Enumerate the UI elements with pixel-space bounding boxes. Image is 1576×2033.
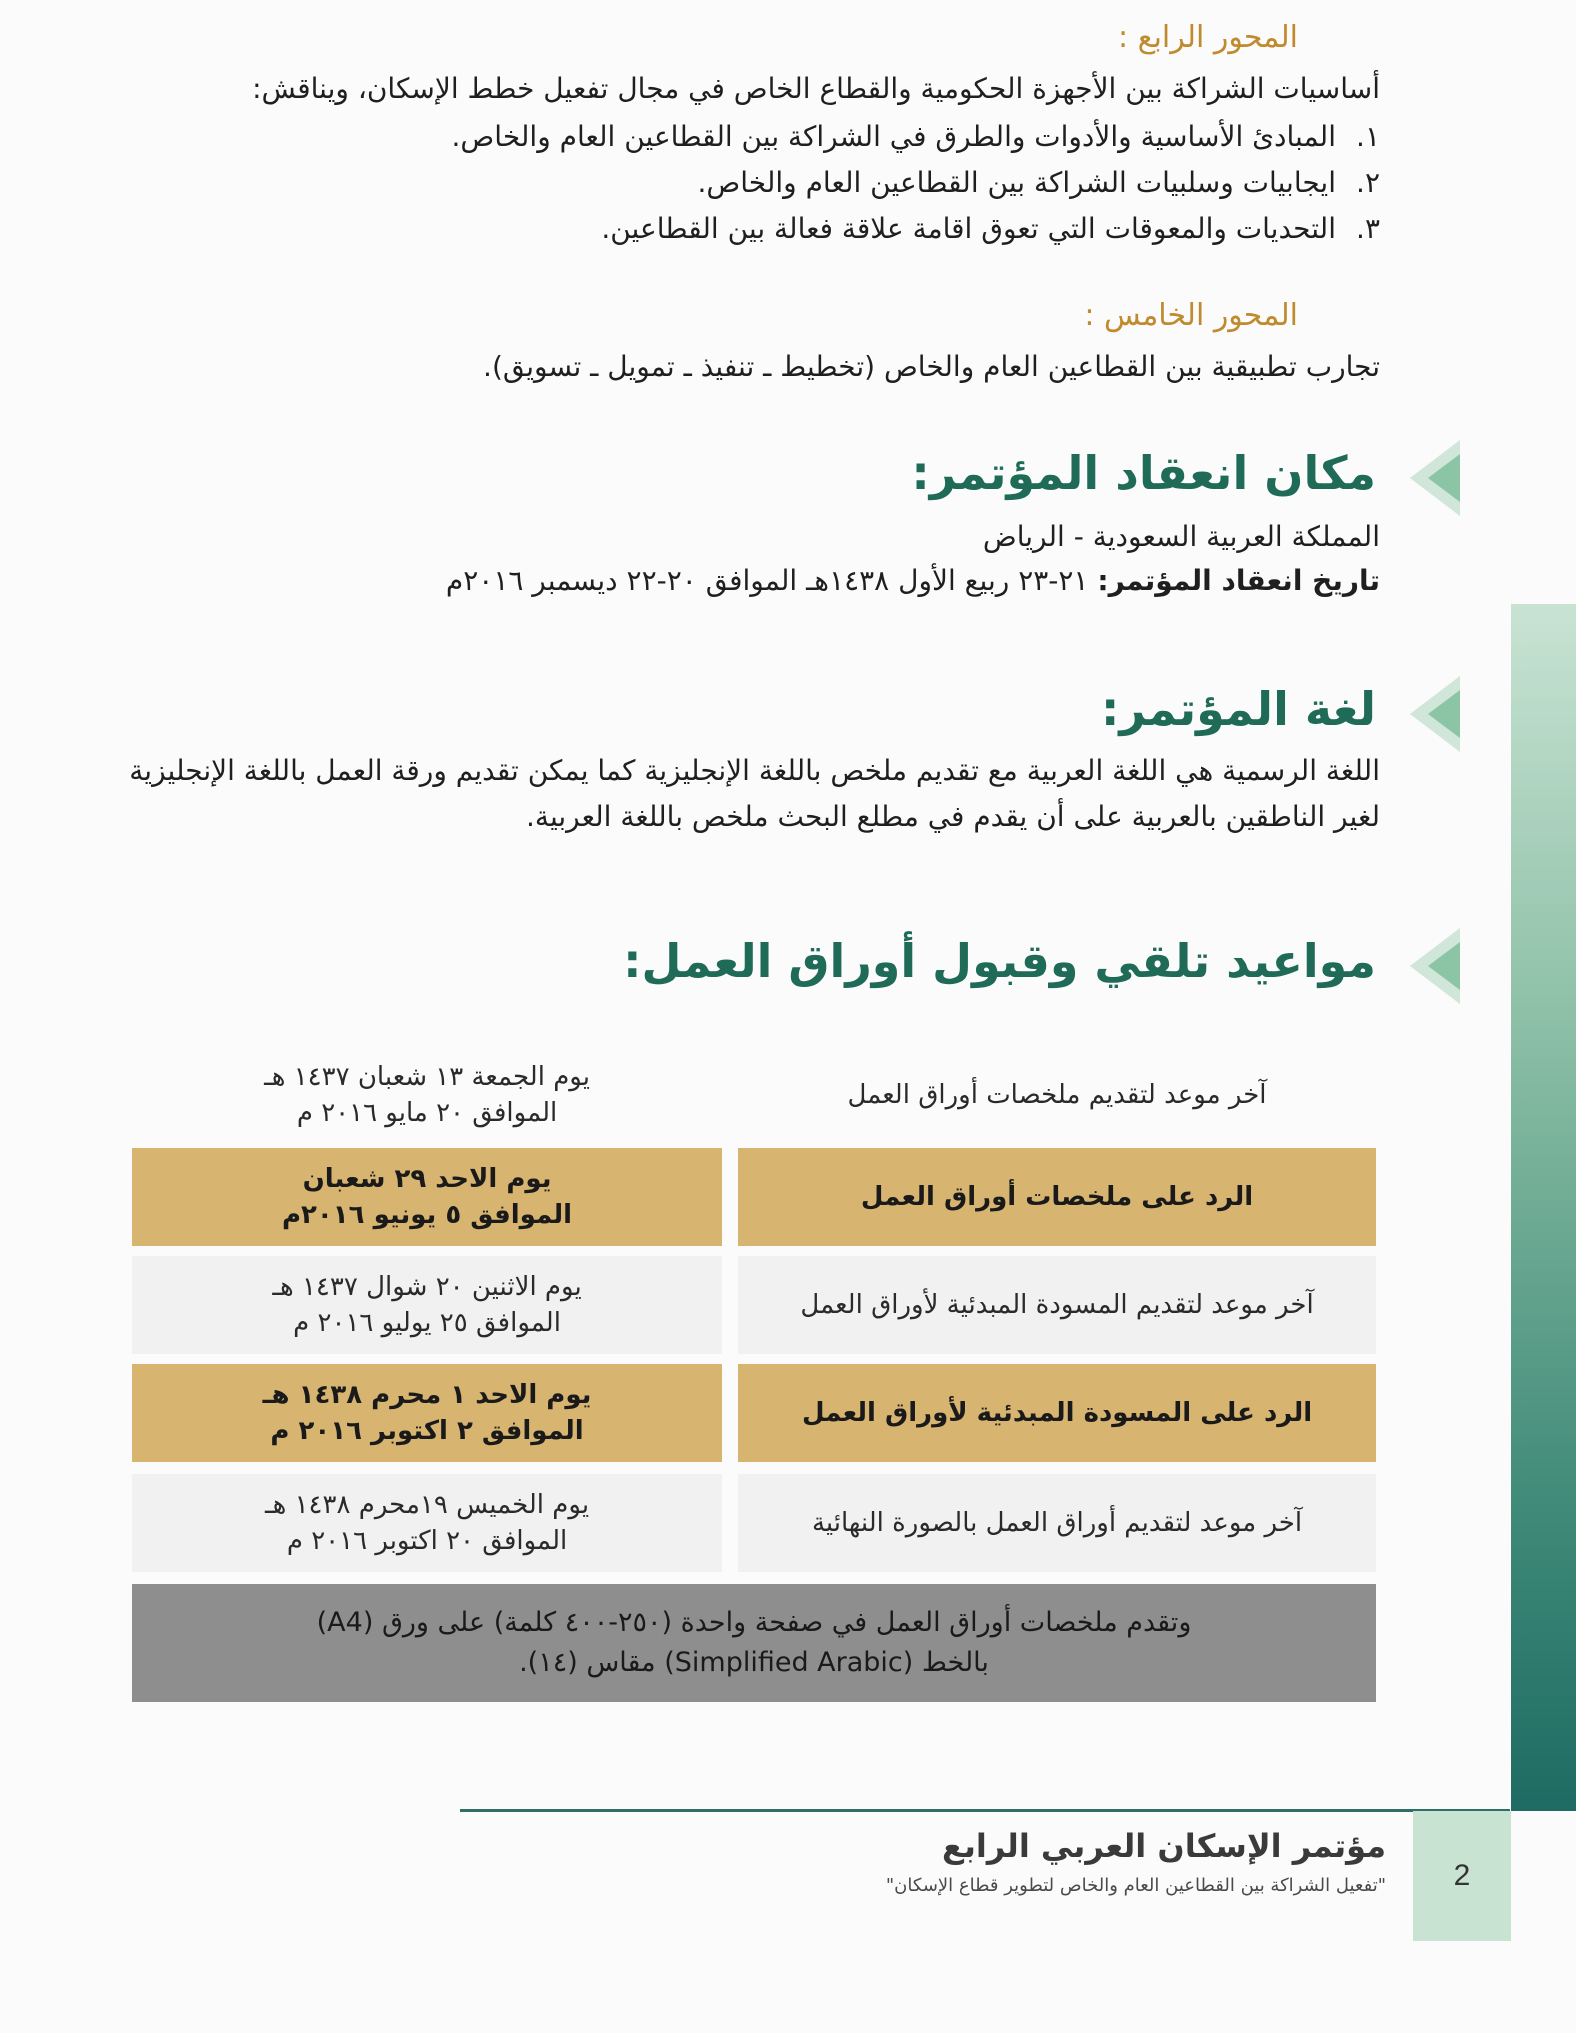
list-item-text: التحديات والمعوقات التي تعوق اقامة علاقة فعالة بين القطاعين. xyxy=(601,212,1336,245)
schedule-date-line1: يوم الاحد ١ محرم ١٤٣٨ هـ xyxy=(262,1380,592,1410)
table-row xyxy=(132,1256,1376,1354)
venue-heading: مكان انعقاد المؤتمر: xyxy=(911,446,1376,500)
list-item-number: ٣. xyxy=(1356,212,1380,245)
axis4-list xyxy=(180,114,1380,252)
venue-place: المملكة العربية السعودية - الرياض xyxy=(982,520,1380,553)
table-row xyxy=(132,1474,1376,1572)
page-number: 2 xyxy=(1413,1811,1511,1941)
venue-date xyxy=(180,562,1380,600)
table-row xyxy=(132,1364,1376,1462)
axis5-title: المحور الخامس : xyxy=(1084,298,1298,333)
schedule-label: آخر موعد لتقديم أوراق العمل بالصورة النهائية xyxy=(738,1474,1376,1572)
list-item xyxy=(180,206,1380,252)
schedule-date-line2: الموافق ٢ اكتوبر ٢٠١٦ م xyxy=(270,1416,584,1446)
axis5-text: تجارب تطبيقية بين القطاعين العام والخاص (تخطيط ـ تنفيذ ـ تمويل ـ تسويق). xyxy=(483,350,1380,383)
schedule-date-line1: يوم الاثنين ٢٠ شوال ١٤٣٧ هـ xyxy=(272,1272,582,1302)
language-line2: لغير الناطقين بالعربية على أن يقدم في مطلع البحث ملخص باللغة العربية. xyxy=(526,800,1380,833)
schedule-date xyxy=(132,1364,722,1462)
language-line1: اللغة الرسمية هي اللغة العربية مع تقديم ملخص باللغة الإنجليزية كما يمكن تقديم ورقة العمل باللغة الإنجليزية xyxy=(129,754,1380,787)
submission-note-line2: بالخط (Simplified Arabic) مقاس (١٤). xyxy=(519,1647,989,1678)
venue-date-label: تاريخ انعقاد المؤتمر: xyxy=(1097,564,1380,597)
submission-note xyxy=(132,1584,1376,1702)
schedule-date-line1: يوم الجمعة ١٣ شعبان ١٤٣٧ هـ xyxy=(264,1062,590,1092)
list-item-text: المبادئ الأساسية والأدوات والطرق في الشراكة بين القطاعين العام والخاص. xyxy=(451,120,1336,153)
chevron-left-icon xyxy=(1410,676,1460,752)
schedule-heading: مواعيد تلقي وقبول أوراق العمل: xyxy=(623,934,1376,988)
table-row xyxy=(132,1148,1376,1246)
schedule-label: الرد على المسودة المبدئية لأوراق العمل xyxy=(738,1364,1376,1462)
schedule-date-line2: الموافق ٢٥ يوليو ٢٠١٦ م xyxy=(293,1308,561,1338)
footer-title: مؤتمر الإسكان العربي الرابع xyxy=(942,1827,1386,1865)
schedule-label: آخر موعد لتقديم المسودة المبدئية لأوراق العمل xyxy=(738,1256,1376,1354)
schedule-label: آخر موعد لتقديم ملخصات أوراق العمل xyxy=(847,1080,1267,1110)
submission-note-line1: وتقدم ملخصات أوراق العمل في صفحة واحدة (٢٥٠-٤٠٠ كلمة) على ورق (A4) xyxy=(316,1607,1192,1638)
schedule-date xyxy=(132,1256,722,1354)
list-item xyxy=(180,114,1380,160)
venue-date-value: ٢١-٢٣ ربيع الأول ١٤٣٨هـ الموافق ٢٠-٢٢ ديسمبر ٢٠١٦م xyxy=(445,564,1089,597)
schedule-date xyxy=(132,1148,722,1246)
axis4-intro: أساسيات الشراكة بين الأجهزة الحكومية والقطاع الخاص في مجال تفعيل خطط الإسكان، ويناقش: xyxy=(252,72,1380,105)
list-item-number: ١. xyxy=(1356,120,1380,153)
axis4-title: المحور الرابع : xyxy=(1117,20,1298,55)
table-row xyxy=(132,1046,1376,1144)
footer-subtitle: "تفعيل الشراكة بين القطاعين العام والخاص لتطوير قطاع الإسكان" xyxy=(885,1875,1386,1896)
list-item-text: ايجابيات وسلبيات الشراكة بين القطاعين العام والخاص. xyxy=(697,166,1336,199)
schedule-date-line1: يوم الاحد ٢٩ شعبان xyxy=(302,1164,552,1194)
chevron-left-icon xyxy=(1410,440,1460,516)
list-item-number: ٢. xyxy=(1356,166,1380,199)
schedule-date-line1: يوم الخميس ١٩محرم ١٤٣٨ هـ xyxy=(265,1490,590,1520)
schedule-date xyxy=(132,1474,722,1572)
language-heading: لغة المؤتمر: xyxy=(1101,682,1376,736)
schedule-date xyxy=(132,1046,722,1144)
schedule-date-line2: الموافق ٢٠ مايو ٢٠١٦ م xyxy=(296,1098,558,1128)
schedule-label: الرد على ملخصات أوراق العمل xyxy=(738,1148,1376,1246)
footer-rule xyxy=(460,1809,1510,1812)
side-decorative-band xyxy=(1511,604,1576,1811)
list-item xyxy=(180,160,1380,206)
schedule-date-line2: الموافق ٥ يونيو ٢٠١٦م xyxy=(281,1200,573,1230)
chevron-left-icon xyxy=(1410,928,1460,1004)
schedule-date-line2: الموافق ٢٠ اكتوبر ٢٠١٦ م xyxy=(286,1526,568,1556)
